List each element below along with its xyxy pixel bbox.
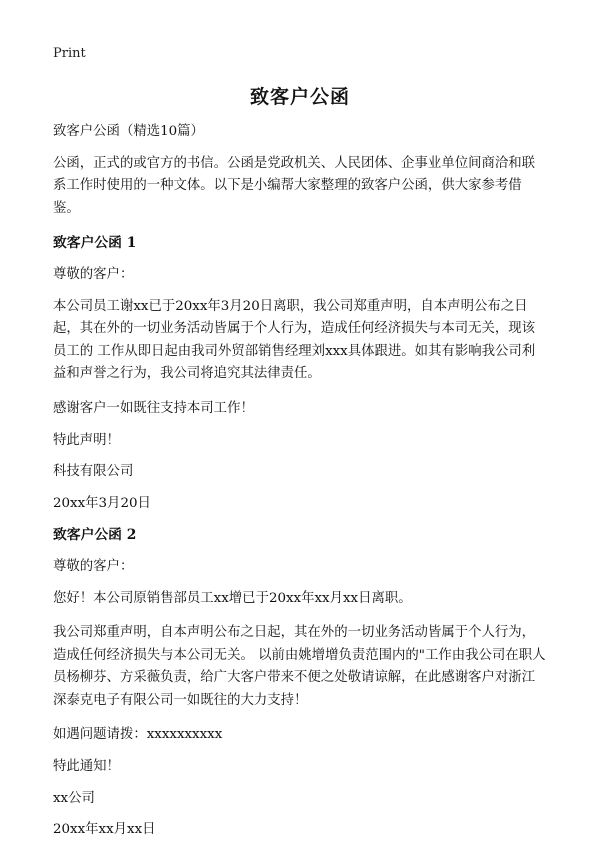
letter-2-body: 我公司郑重声明，自本声明公布之日起，其在外的一切业务活动皆属于个人行为，造成任何经济损失与本公司无关。 以前由姚增增负责范围内的"工作由我公司在职人员杨柳芬、方采薇负责，给广大客户带来不便之处敬请谅解，在此感谢客户对浙江深泰克电子有限公司一如既往的大力支持！ — [53, 625, 546, 708]
print-link[interactable]: Print — [53, 46, 86, 61]
letter-2-company: xx公司 — [53, 790, 95, 806]
letter-1-greeting: 尊敬的客户： — [53, 266, 134, 282]
letter-1-closing: 特此声明！ — [53, 432, 120, 448]
letter-2-notice: 您好！本公司原销售部员工xx增已于20xx年xx月xx日离职。 — [53, 590, 412, 606]
intro-paragraph: 公函，正式的或官方的书信。公函是党政机关、人民团体、企事业单位间商洽和联系工作时使用的一种文体。以下是小编帮大家整理的致客户公函，供大家参考借鉴。 — [53, 155, 536, 216]
letter-1-heading: 致客户公函 1 — [53, 235, 137, 252]
letter-2-greeting: 尊敬的客户： — [53, 558, 134, 574]
letter-2-heading: 致客户公函 2 — [53, 527, 137, 544]
document-body — [53, 121, 548, 842]
letter-1-thanks: 感谢客户一如既往支持本司工作！ — [53, 400, 254, 416]
letter-2-contact: 如遇问题请拨：xxxxxxxxxx — [53, 727, 223, 743]
page-title: 致客户公函 — [249, 86, 350, 108]
letter-2-date: 20xx年xx月xx日 — [53, 822, 156, 838]
letter-1-body: 本公司员工谢xx已于20xx年3月20日离职，我公司郑重声明，自本声明公布之日起，其在外的一切业务活动皆属于个人行为，造成任何经济损失与本司无关，现该员工的 工作从即日起由我司外贸部销售经理刘xxx具体跟进。如其有影响我公司利益和声誉之行为，我公司将追究其法律责任。 — [53, 298, 536, 382]
document-subtitle: 致客户公函（精选10篇） — [53, 124, 204, 139]
letter-1-company: 科技有限公司 — [53, 464, 134, 480]
letter-1-date: 20xx年3月20日 — [53, 495, 151, 511]
letter-2-closing: 特此通知！ — [53, 759, 120, 775]
